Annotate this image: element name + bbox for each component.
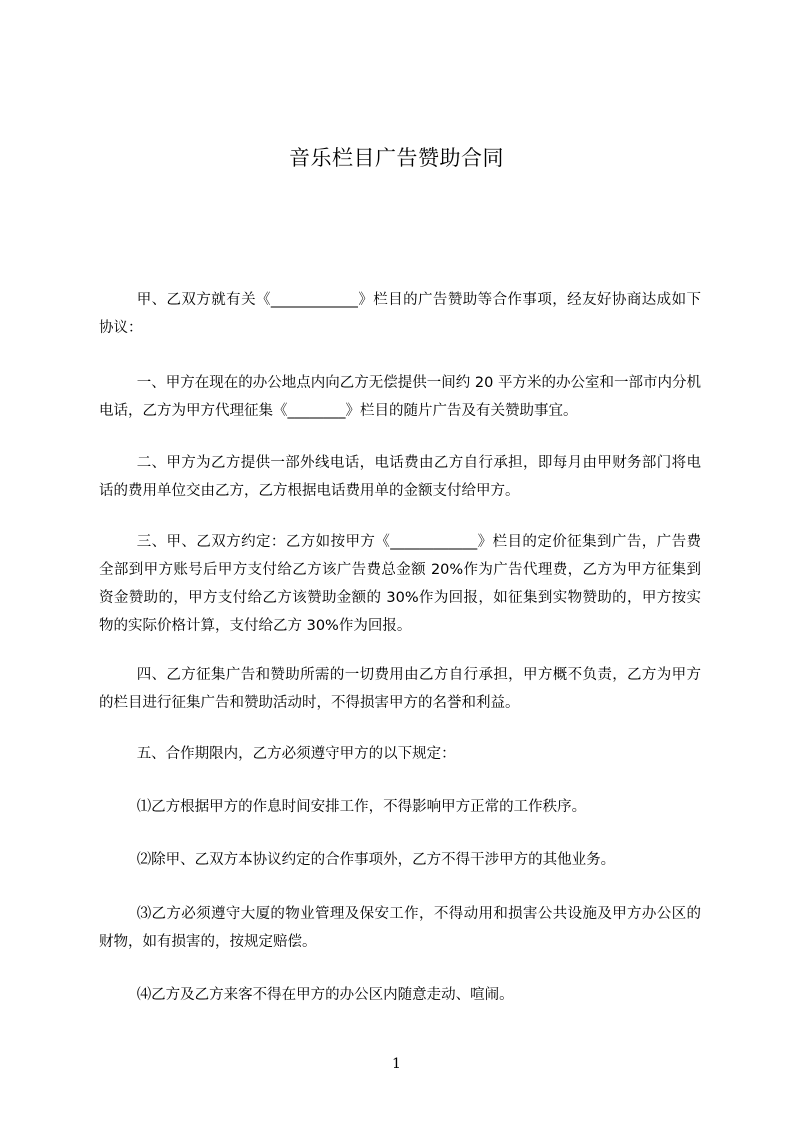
paragraph-clause-2: 二、甲方为乙方提供一部外线电话，电话费由乙方自行承担，即每月由甲财务部门将电话的费用单位交由乙方，乙方根据电话费用单的金额支付给甲方。 bbox=[99, 455, 701, 499]
document-title: 音乐栏目广告赞助合同 bbox=[289, 146, 504, 170]
paragraph-item-1: ⑴乙方根据甲方的作息时间安排工作，不得影响甲方正常的工作秩序。 bbox=[136, 799, 587, 815]
paragraph-clause-3: 三、甲、乙双方约定：乙方如按甲方《____________》栏目的定价征集到广告，广告费全部到甲方账号后甲方支付给乙方该广告费总金额 20%作为广告代理费，乙方为甲方征集到资金赞助的，甲方支付给乙方该赞助金额的 30%作为回报，如征集到实物赞助的，甲方按实物的实际价格计算，支付给乙方 30%作为回报。 bbox=[99, 534, 701, 634]
paragraph-clause-5: 五、合作期限内，乙方必须遵守甲方的以下规定： bbox=[136, 746, 456, 762]
paragraph-clause-1: 一、甲方在现在的办公地点内向乙方无偿提供一间约 20 平方米的办公室和一部市内分机电话，乙方为甲方代理征集《________》栏目的随片广告及有关赞助事宜。 bbox=[99, 375, 701, 419]
page-number: 1 bbox=[392, 1056, 401, 1072]
paragraph-item-2: ⑵除甲、乙双方本协议约定的合作事项外，乙方不得干涉甲方的其他业务。 bbox=[136, 852, 616, 868]
paragraph-item-3: ⑶乙方必须遵守大厦的物业管理及保安工作，不得动用和损害公共设施及甲方办公区的财物，如有损害的，按规定赔偿。 bbox=[99, 906, 701, 950]
paragraph-clause-4: 四、乙方征集广告和赞助所需的一切费用由乙方自行承担，甲方概不负责，乙方为甲方的栏目进行征集广告和赞助活动时，不得损害甲方的名誉和利益。 bbox=[99, 667, 701, 711]
paragraph-item-4: ⑷乙方及乙方来客不得在甲方的办公区内随意走动、喧闹。 bbox=[136, 987, 514, 1003]
paragraph-preamble: 甲、乙双方就有关《____________》栏目的广告赞助等合作事项，经友好协商达成如下协议： bbox=[99, 292, 701, 336]
